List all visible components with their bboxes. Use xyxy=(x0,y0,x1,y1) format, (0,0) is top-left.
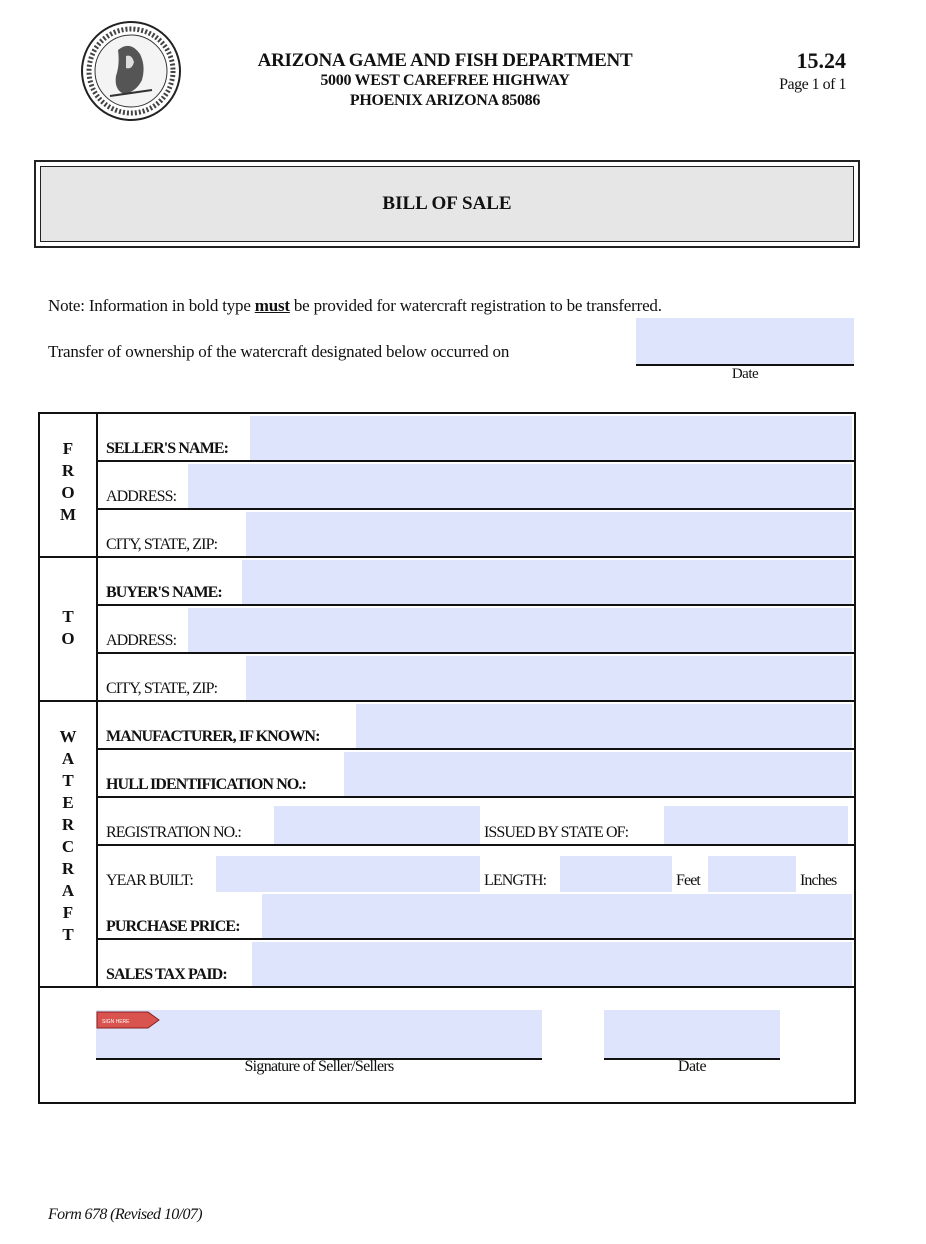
buyer-city-label: CITY, STATE, ZIP: xyxy=(106,680,218,697)
hull-id-field[interactable] xyxy=(344,752,852,796)
form-footer: Form 678 (Revised 10/07) xyxy=(48,1206,203,1223)
issued-by-label: ISSUED BY STATE OF: xyxy=(484,824,629,841)
inches-label: Inches xyxy=(800,872,837,889)
sales-tax-field[interactable] xyxy=(252,942,852,986)
watercraft-vertical-label: W A T E R C R A F T xyxy=(59,727,77,944)
year-built-label: YEAR BUILT: xyxy=(106,872,193,889)
seller-name-label: SELLER'S NAME: xyxy=(106,440,229,457)
signature-date-caption: Date xyxy=(677,1058,707,1075)
from-vertical-label: F R O M xyxy=(59,439,77,524)
manufacturer-label: MANUFACTURER, IF KNOWN: xyxy=(106,728,320,745)
purchase-price-label: PURCHASE PRICE: xyxy=(106,918,240,935)
buyer-address-field[interactable] xyxy=(188,608,852,652)
registration-row xyxy=(98,798,854,846)
purchase-price-field[interactable] xyxy=(262,894,852,938)
note-suffix: be provided for watercraft registration to be transferred. xyxy=(289,296,662,315)
department-address: 5000 WEST CAREFREE HIGHWAY xyxy=(320,72,570,89)
form-title: BILL OF SALE xyxy=(40,166,854,242)
seller-signature-field[interactable] xyxy=(96,1010,542,1060)
manufacturer-field[interactable] xyxy=(356,704,852,748)
title-box xyxy=(34,160,860,248)
registration-label: REGISTRATION NO.: xyxy=(106,824,241,841)
buyer-name-field[interactable] xyxy=(242,560,852,604)
transfer-date-caption: Date xyxy=(731,366,759,382)
length-label: LENGTH: xyxy=(484,872,547,889)
buyer-address-label: ADDRESS: xyxy=(106,632,177,649)
to-vertical-label: T O xyxy=(61,607,75,648)
note-emphasis: must xyxy=(254,296,290,315)
seller-name-row xyxy=(98,414,854,462)
seller-address-label: ADDRESS: xyxy=(106,488,177,505)
hull-id-label: HULL IDENTIFICATION NO.: xyxy=(106,776,306,793)
length-feet-field[interactable] xyxy=(560,856,672,892)
buyer-name-label: BUYER'S NAME: xyxy=(106,584,222,601)
seller-signature-caption: Signature of Seller/Sellers xyxy=(244,1058,394,1075)
issued-by-field[interactable] xyxy=(664,806,848,844)
manufacturer-row xyxy=(98,702,854,750)
department-city: PHOENIX ARIZONA 85086 xyxy=(349,92,541,109)
agency-seal xyxy=(80,20,182,122)
note-text xyxy=(48,296,662,316)
buyer-city-row xyxy=(98,654,854,702)
sign-here-text: SIGN HERE xyxy=(102,1019,130,1025)
seller-address-field[interactable] xyxy=(188,464,852,508)
buyer-address-row xyxy=(98,606,854,654)
note-prefix: Note: Information in bold type xyxy=(48,296,255,315)
department-name: ARIZONA GAME AND FISH DEPARTMENT xyxy=(257,50,633,71)
sales-tax-row xyxy=(98,940,854,988)
year-length-row xyxy=(98,846,854,894)
sign-here-tag[interactable] xyxy=(96,1011,160,1034)
signature-date-field[interactable] xyxy=(604,1010,780,1060)
seller-city-field[interactable] xyxy=(246,512,852,556)
hull-id-row xyxy=(98,750,854,798)
page-info: Page 1 of 1 xyxy=(779,76,846,93)
transfer-text: Transfer of ownership of the watercraft designated below occurred on xyxy=(48,342,510,361)
purchase-price-row xyxy=(98,892,854,940)
feet-label: Feet xyxy=(676,872,700,889)
sales-tax-label: SALES TAX PAID: xyxy=(106,966,227,983)
seller-address-row xyxy=(98,462,854,510)
length-inches-field[interactable] xyxy=(708,856,796,892)
seller-city-label: CITY, STATE, ZIP: xyxy=(106,536,218,553)
buyer-name-row xyxy=(98,558,854,606)
seller-city-row xyxy=(98,510,854,558)
form-code: 15.24 xyxy=(796,48,846,73)
transfer-date-field[interactable] xyxy=(636,318,854,366)
seller-name-field[interactable] xyxy=(250,416,852,460)
registration-field[interactable] xyxy=(274,806,480,844)
year-built-field[interactable] xyxy=(216,856,480,892)
buyer-city-field[interactable] xyxy=(246,656,852,700)
